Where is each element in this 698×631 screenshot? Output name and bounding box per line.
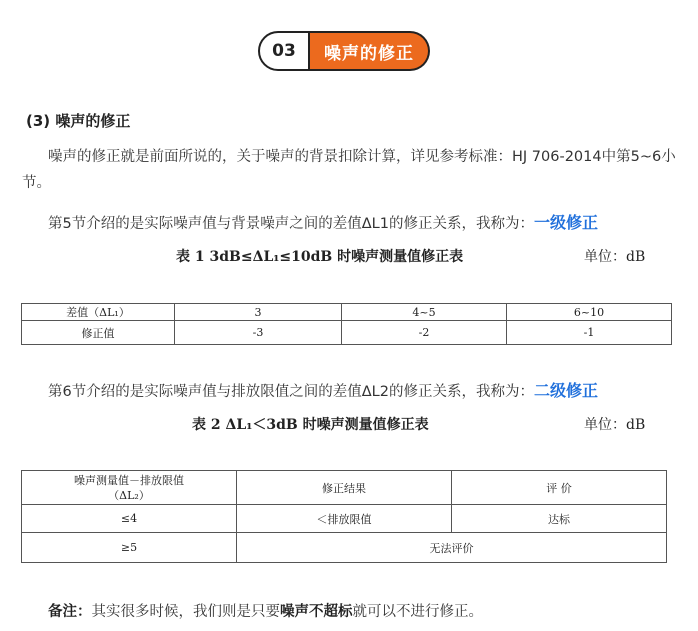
table-cell: 差值（ΔL₁） (22, 304, 175, 321)
table-cell: ≤4 (22, 505, 237, 533)
note-text-end: 就可以不进行修正。 (352, 604, 483, 620)
note-emphasis: 噪声不超标 (280, 604, 353, 620)
table-row (22, 304, 672, 321)
section-header (258, 31, 430, 71)
table-cell: 达标 (452, 505, 667, 533)
paragraph-first-correction (48, 210, 688, 237)
paragraph-second-correction-text: 第6节介绍的是实际噪声值与排放限值之间的差值ΔL2的修正关系，我称为： (48, 384, 534, 400)
table-header-line: （ΔL₂） (108, 488, 150, 502)
subheading: (3) 噪声的修正 (26, 112, 131, 130)
table-cell: 6~10 (507, 304, 672, 321)
table2-unit: 单位：dB (584, 417, 646, 433)
table-header-cell: 评 价 (452, 471, 667, 505)
table-header-cell (22, 471, 237, 505)
paragraph-first-correction-text: 第5节介绍的是实际噪声值与背景噪声之间的差值ΔL1的修正关系，我称为： (48, 216, 534, 232)
table-cell: 3 (175, 304, 342, 321)
table-cell: ≥5 (22, 533, 237, 563)
table1-unit: 单位：dB (584, 249, 646, 265)
table-row (22, 533, 667, 563)
table-row (22, 321, 672, 345)
table-cell: 4~5 (342, 304, 507, 321)
second-correction-label: 二级修正 (533, 381, 598, 400)
table-cell: -1 (507, 321, 672, 345)
table-cell: ＜排放限值 (237, 505, 452, 533)
first-correction-label: 一级修正 (533, 213, 598, 232)
note-text: 其实很多时候，我们则是只要 (91, 604, 280, 620)
section-number: 03 (258, 31, 310, 71)
table1-caption: 表 1 3dB≤ΔL₁≤10dB 时噪声测量值修正表 (176, 249, 464, 265)
table-row (22, 471, 667, 505)
table2-caption: 表 2 ΔL₁＜3dB 时噪声测量值修正表 (192, 417, 429, 433)
table-header-cell: 修正结果 (237, 471, 452, 505)
note (48, 600, 483, 621)
table-cell: -3 (175, 321, 342, 345)
section-title: 噪声的修正 (310, 31, 430, 71)
paragraph-second-correction (48, 378, 688, 405)
table-header-line: 噪声测量值－排放限值 (74, 473, 184, 487)
table1 (21, 303, 672, 345)
table-cell: 修正值 (22, 321, 175, 345)
table-row (22, 505, 667, 533)
table-cell: 无法评价 (237, 533, 667, 563)
table-cell: -2 (342, 321, 507, 345)
paragraph-intro: 噪声的修正就是前面所说的，关于噪声的背景扣除计算，详见参考标准：HJ 706-2014中第5~6小节。 (22, 149, 676, 191)
table2 (21, 470, 667, 563)
note-label: 备注： (48, 604, 92, 620)
